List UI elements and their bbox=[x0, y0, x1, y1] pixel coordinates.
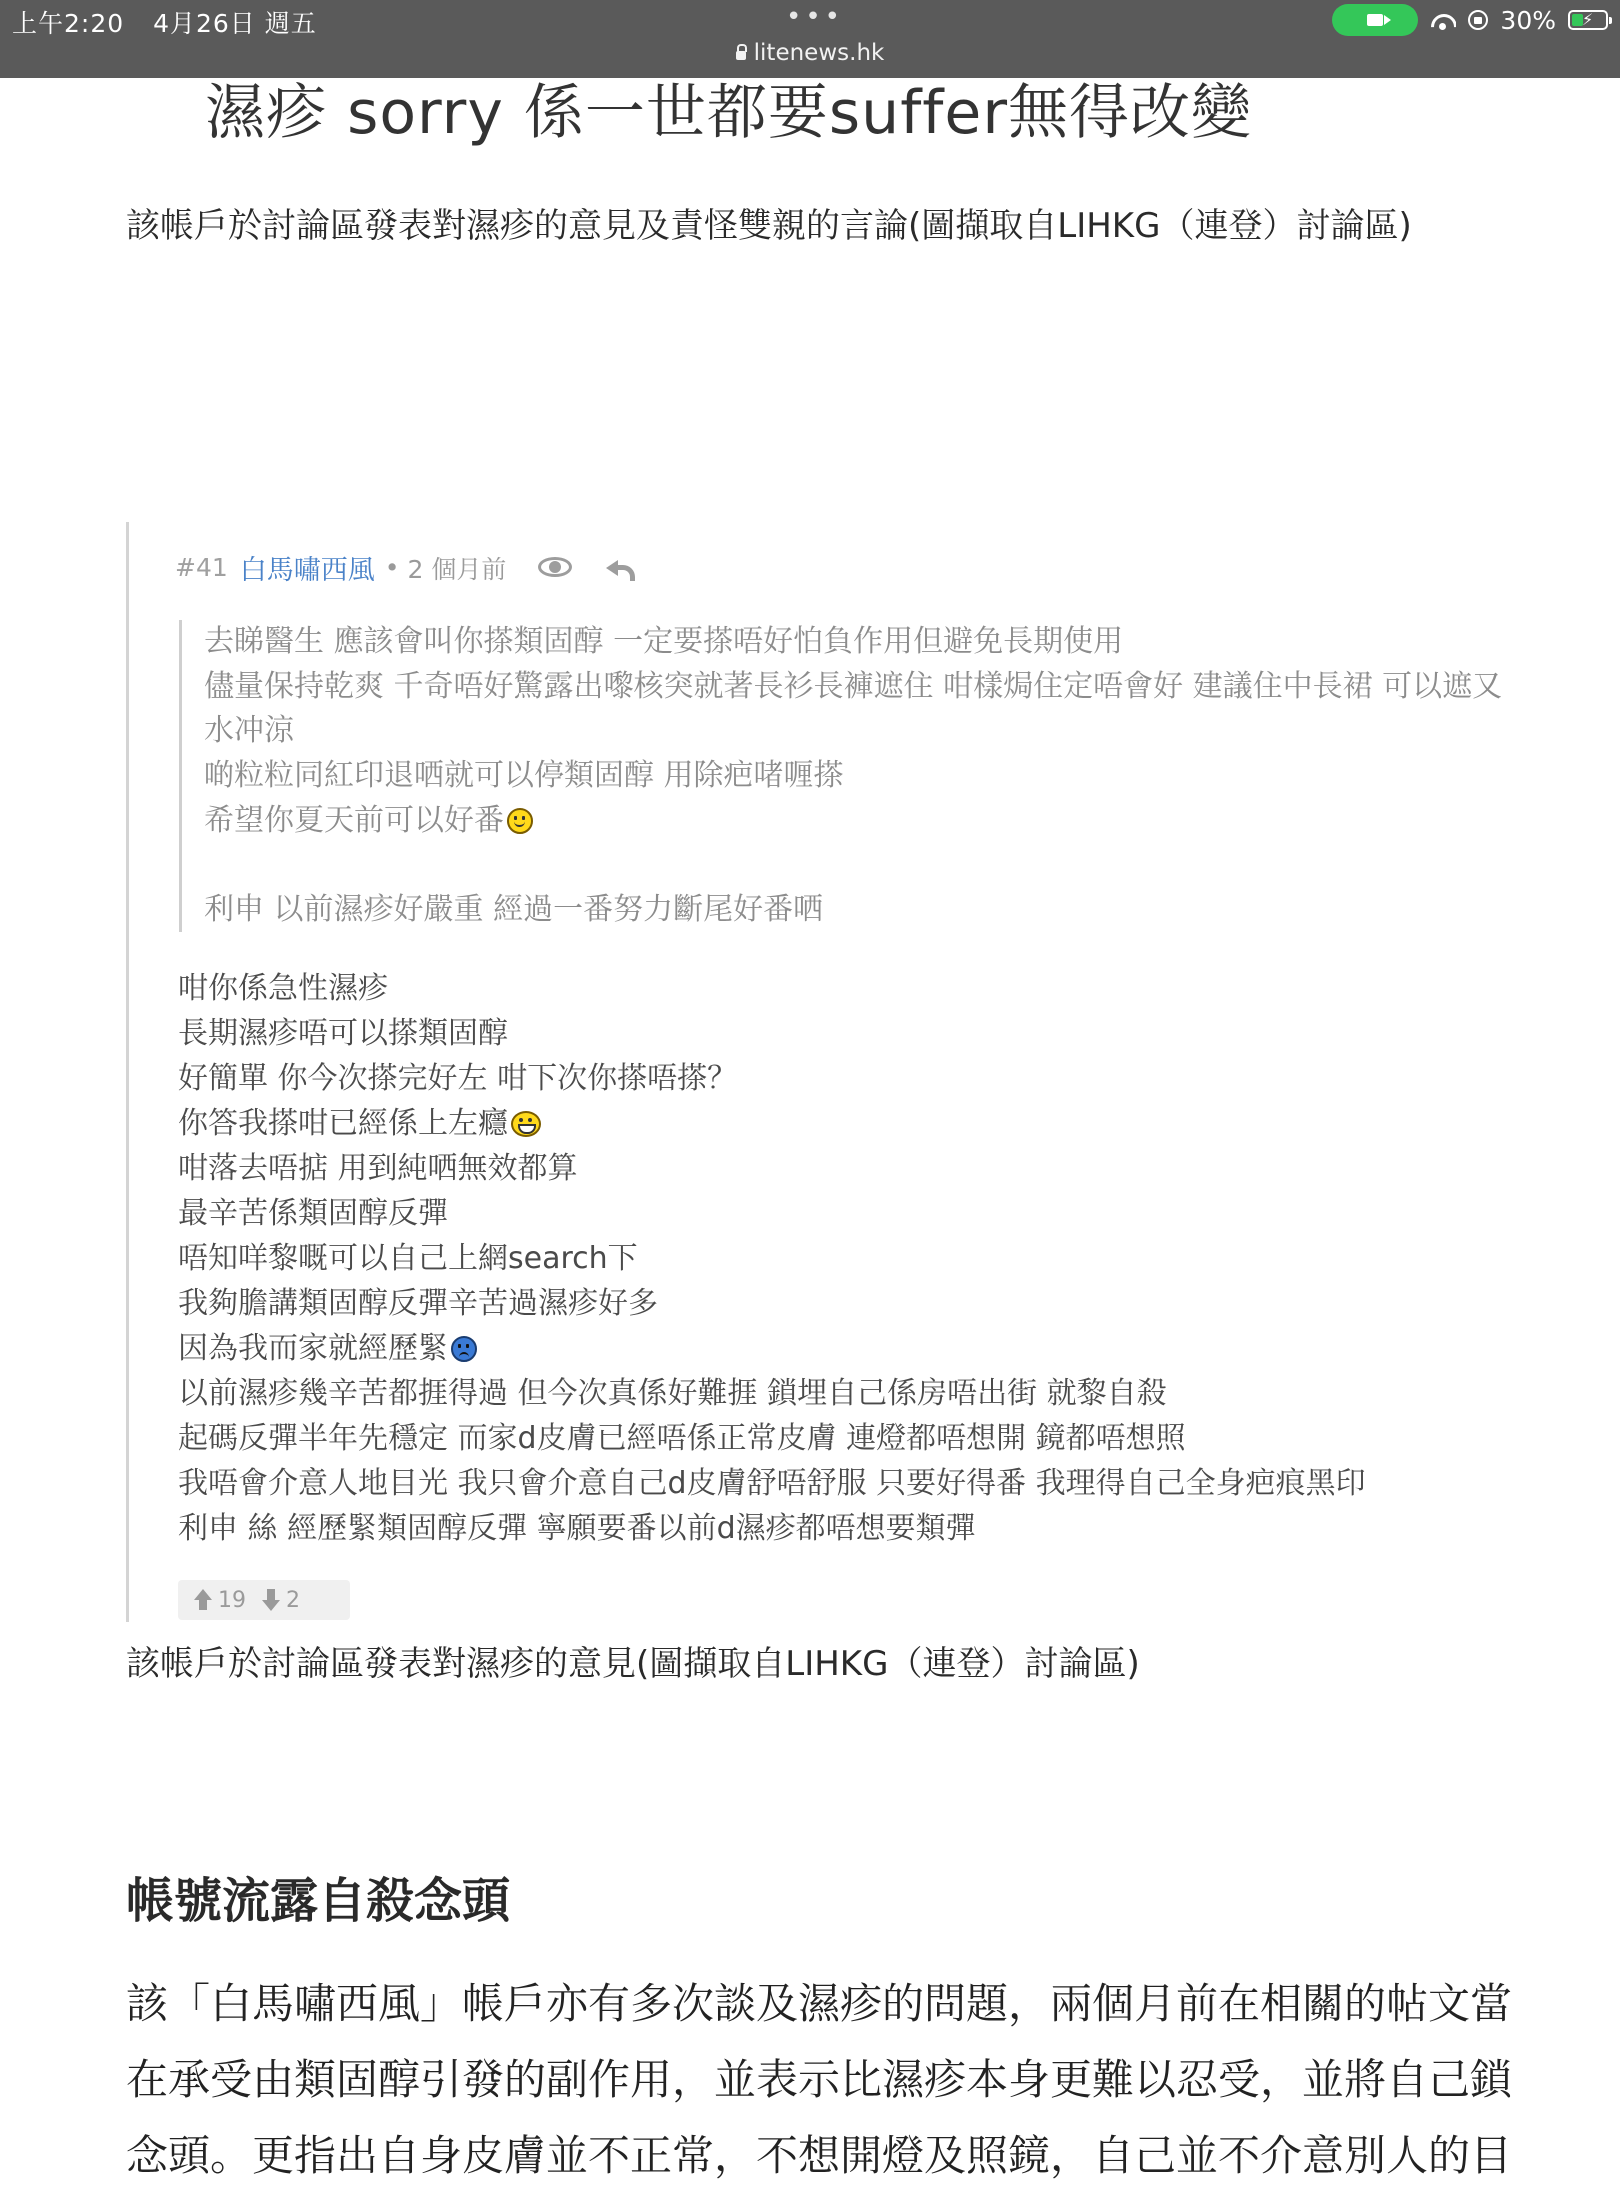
grin-emoji-icon bbox=[511, 1111, 541, 1137]
status-time: 上午2:20 bbox=[12, 9, 125, 38]
body-line-with-emoji: 因為我而家就經歷緊 bbox=[178, 1326, 1618, 1371]
quote-line: 去睇醫生 應該會叫你搽類固醇 一定要搽唔好怕負作用但避免長期使用 bbox=[204, 624, 1124, 659]
quoted-post bbox=[179, 620, 1619, 932]
paragraph-line: 該「白馬嘯西風」帳戶亦有多次談及濕疹的問題，兩個月前在相關的帖文當 bbox=[126, 1979, 1513, 2028]
body-line: 利申 絲 經歷緊類固醇反彈 寧願要番以前d濕疹都唔想要類彈 bbox=[178, 1511, 976, 1546]
post-time: 2 個月前 bbox=[407, 554, 507, 584]
wifi-icon bbox=[1430, 10, 1456, 30]
eye-icon bbox=[538, 557, 574, 579]
status-time-date bbox=[12, 4, 337, 40]
address-bar[interactable] bbox=[0, 40, 1620, 66]
battery-charging-icon: ⚡ bbox=[1568, 10, 1608, 30]
body-line: 我唔會介意人地目光 我只會介意自己d皮膚舒唔舒服 只要好得番 我理得自己全身疤痕黑印 bbox=[178, 1466, 1366, 1501]
image-caption: 該帳戶於討論區發表對濕疹的意見(圖擷取自LIHKG（連登）討論區) bbox=[126, 1644, 1140, 1684]
quote-line: 利申 以前濕疹好嚴重 經過一番努力斷尾好番哂 bbox=[204, 892, 824, 928]
body-line: 以前濕疹幾辛苦都捱得過 但今次真係好難捱 鎖埋自己係房唔出街 就黎自殺 bbox=[178, 1376, 1167, 1411]
body-line-with-emoji: 你答我搽咁已經係上左癮 bbox=[178, 1101, 1618, 1146]
paragraph-line: 在承受由類固醇引發的副作用，並表示比濕疹本身更難以忍受，並將自己鎖 bbox=[126, 2055, 1513, 2104]
body-line: 起碼反彈半年先穩定 而家d皮膚已經唔係正常皮膚 連燈都唔想開 鏡都唔想照 bbox=[178, 1421, 1186, 1456]
quote-line: 啲粒粒同紅印退哂就可以停類固醇 用除疤啫喱搽 bbox=[204, 758, 844, 794]
facetime-camera-icon[interactable] bbox=[1332, 4, 1418, 36]
multitasking-dots[interactable]: ••• bbox=[786, 2, 845, 32]
body-line: 咁落去唔掂 用到純哂無效都算 bbox=[178, 1151, 578, 1186]
downvote-count: 2 bbox=[286, 1587, 300, 1613]
post-username: 白馬嘯西風 bbox=[239, 555, 375, 586]
forum-post-screenshot bbox=[126, 522, 1620, 1622]
quote-line: 水冲涼 bbox=[204, 713, 294, 749]
image-caption: 該帳戶於討論區發表對濕疹的意見及責怪雙親的言論(圖擷取自LIHKG（連登）討論區) bbox=[126, 206, 1412, 246]
body-line: 最辛苦係類固醇反彈 bbox=[178, 1196, 448, 1231]
url-text: litenews.hk bbox=[753, 40, 885, 66]
body-line: 好簡單 你今次搽完好左 咁下次你搽唔搽？ bbox=[178, 1061, 738, 1096]
body-line: 唔知咩黎嘅可以自己上網search下 bbox=[178, 1241, 638, 1276]
body-line: 我夠膽講類固醇反彈辛苦過濕疹好多 bbox=[178, 1286, 658, 1321]
vote-bar bbox=[178, 1580, 350, 1620]
upvote-count: 19 bbox=[218, 1587, 246, 1613]
paragraph-line: 念頭。更指出自身皮膚並不正常，不想開燈及照鏡，自己並不介意別人的目 bbox=[126, 2131, 1513, 2180]
upvote-arrow-icon bbox=[194, 1589, 212, 1611]
lock-icon bbox=[736, 51, 746, 60]
status-date: 4月26日 週五 bbox=[153, 9, 317, 38]
smile-emoji-icon bbox=[507, 808, 533, 834]
cropped-image-headline: 濕疹 sorry 係一世都要suffer無得改變 bbox=[205, 78, 1253, 148]
battery-percent: 30% bbox=[1500, 5, 1556, 35]
body-line: 長期濕疹唔可以搽類固醇 bbox=[178, 1016, 508, 1051]
post-number: #41 bbox=[175, 553, 228, 582]
post-separator: • bbox=[384, 553, 400, 582]
sad-emoji-icon bbox=[451, 1336, 477, 1362]
post-body bbox=[178, 966, 1618, 1551]
status-indicators bbox=[1332, 4, 1608, 36]
post-header bbox=[175, 548, 636, 587]
quote-line bbox=[204, 844, 1619, 889]
section-heading: 帳號流露自殺念頭 bbox=[126, 1873, 511, 1929]
quote-line: 儘量保持乾爽 千奇唔好驚露出嚟核突就著長衫長褲遮住 咁樣焗住定唔會好 建議住中長裙 可以遮又 bbox=[204, 668, 1503, 704]
downvote-arrow-icon bbox=[262, 1589, 280, 1611]
quote-line-with-emoji: 希望你夏天前可以好番 bbox=[204, 799, 1619, 844]
body-line: 咁你係急性濕疹 bbox=[178, 971, 388, 1006]
reply-icon bbox=[606, 557, 636, 579]
orientation-lock-icon bbox=[1468, 10, 1488, 30]
